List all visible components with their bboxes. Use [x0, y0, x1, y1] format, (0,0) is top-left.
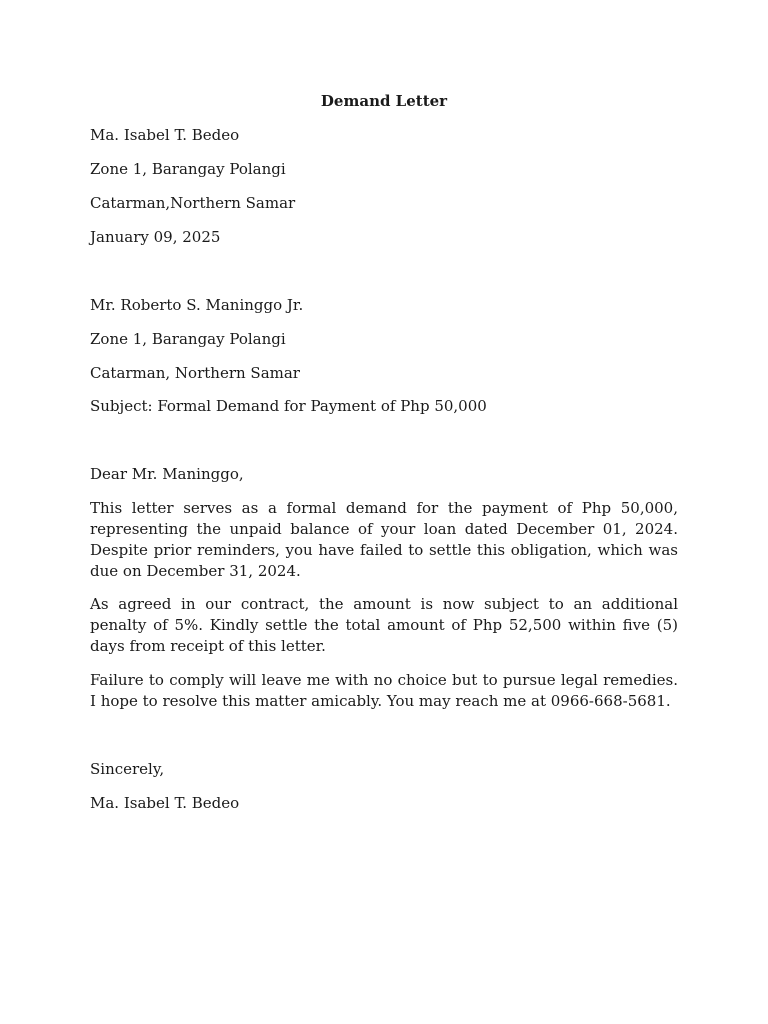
sender-name: Ma. Isabel T. Bedeo — [90, 126, 240, 144]
letter-title: Demand Letter — [320, 92, 448, 110]
letter-date: January 09, 2025 — [90, 228, 221, 246]
letter-page — [90, 0, 678, 1024]
sender-address-line2: Catarman,Northern Samar — [90, 194, 296, 212]
body-paragraph: Failure to comply will leave me with no choice but to pursue legal remedies. I hope to resolve this matter amicably. You may reach me at 0966-668-5681. — [90, 671, 678, 710]
closing: Sincerely, — [90, 760, 165, 778]
letter-subject: Subject: Formal Demand for Payment of Php 50,000 — [90, 397, 487, 415]
body-paragraph: As agreed in our contract, the amount is now subject to an additional penalty of 5%. Kindly settle the total amount of Php 52,500 within five (5) days from receipt of this letter. — [90, 595, 678, 655]
recipient-name: Mr. Roberto S. Maninggo Jr. — [90, 296, 304, 314]
sender-address-line1: Zone 1, Barangay Polangi — [90, 160, 286, 178]
signature-name: Ma. Isabel T. Bedeo — [90, 794, 240, 812]
recipient-address-line2: Catarman, Northern Samar — [90, 364, 300, 382]
recipient-address-line1: Zone 1, Barangay Polangi — [90, 330, 286, 348]
salutation: Dear Mr. Maninggo, — [90, 465, 244, 483]
body-paragraph: This letter serves as a formal demand for the payment of Php 50,000, representing the unpaid balance of your loan dated December 01, 2024. Despite prior reminders, you have failed to settle this obligation, which was due on December 31, 2024. — [90, 499, 678, 580]
